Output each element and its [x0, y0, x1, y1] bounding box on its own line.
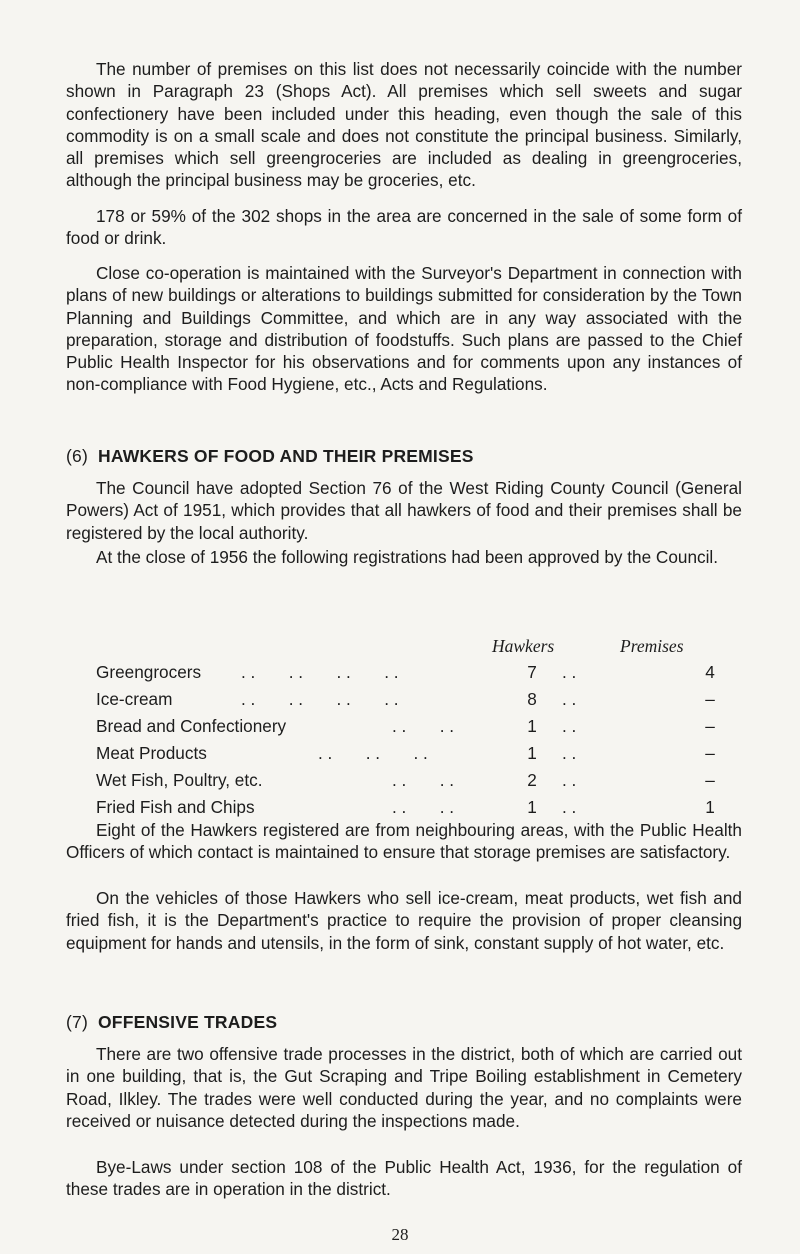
row-label: Wet Fish, Poultry, etc.: [96, 770, 263, 790]
premises-count: 1: [705, 797, 715, 817]
premises-count: –: [705, 770, 715, 790]
hawkers-count: 1: [527, 743, 537, 763]
leader-dots: . .: [562, 770, 577, 790]
table-row: [96, 797, 716, 821]
section-number: (7): [66, 1012, 88, 1032]
premises-count: –: [705, 689, 715, 709]
section-heading-offensive-trades: [66, 1012, 277, 1033]
column-header-premises: Premises: [620, 636, 684, 656]
leader-dots: . . . .: [392, 797, 455, 817]
table-row: [96, 689, 716, 713]
table-row: [96, 770, 716, 794]
hawkers-count: 7: [527, 662, 537, 682]
column-header-hawkers: Hawkers: [492, 636, 555, 656]
leader-dots: . .: [562, 662, 577, 682]
leader-dots: . . . . . .: [318, 743, 428, 763]
paragraph-premises-list: The number of premises on this list does not necessarily coincide with the number shown in Paragraph 23 (Shops Act). All premises which sell sweets and sugar confectionery have been included under this heading, even though the sale of this commodity is on a small scale and does not constitute the principal business. Similarly, all premises which sell greengroceries are included as dealing in greengroceries, although the principal business may be groceries, etc.: [66, 59, 742, 191]
paragraph-neighbouring-hawkers: Eight of the Hawkers registered are from neighbouring areas, with the Public Health Officers of which contact is maintained to ensure that storage premises are satisfactory.: [66, 820, 742, 863]
page-number: 28: [391, 1225, 409, 1244]
leader-dots: . . . .: [392, 770, 455, 790]
leader-dots: . . . . . . . .: [241, 689, 399, 709]
section-title: OFFENSIVE TRADES: [98, 1012, 278, 1032]
leader-dots: . .: [562, 743, 577, 763]
paragraph-surveyor-cooperation: Close co-operation is maintained with the Surveyor's Department in connection with plans of new buildings or alterations to buildings submitted for consideration by the Town Planning and Buildings Committee, and which are in any way associated with the preparation, storage and distribution of foodstuffs. Such plans are passed to the Chief Public Health Inspector for his observations and for comments upon any instances of non-compliance with Food Hygiene, etc., Acts and Regulations.: [66, 263, 742, 395]
leader-dots: . . . . . . . .: [241, 662, 399, 682]
leader-dots: . .: [562, 689, 577, 709]
premises-count: –: [705, 716, 715, 736]
leader-dots: . .: [562, 716, 577, 736]
table-row: [96, 662, 716, 686]
table-row: [96, 716, 716, 740]
hawkers-count: 1: [527, 716, 537, 736]
leader-dots: . .: [562, 797, 577, 817]
paragraph-registrations-intro: At the close of 1956 the following registrations had been approved by the Council.: [96, 547, 719, 567]
paragraph-offensive-trades: There are two offensive trade processes in the district, both of which are carried out in one building, that is, the Gut Scraping and Tripe Boiling establishment in Cemetery Road, Ilkley. The trades were well conducted during the year, and no complaints were received or nuisance detected during the inspections made.: [66, 1044, 742, 1131]
premises-count: 4: [705, 662, 715, 682]
paragraph-bye-laws: Bye-Laws under section 108 of the Public Health Act, 1936, for the regulation of these trades are in operation in the district.: [66, 1157, 742, 1200]
table-row: [96, 743, 716, 767]
premises-count: –: [705, 743, 715, 763]
row-label: Meat Products: [96, 743, 207, 763]
row-label: Bread and Confectionery: [96, 716, 287, 736]
section-title: HAWKERS OF FOOD AND THEIR PREMISES: [98, 446, 474, 466]
hawkers-count: 2: [527, 770, 537, 790]
section-heading-hawkers: [66, 446, 474, 467]
row-label: Fried Fish and Chips: [96, 797, 255, 817]
paragraph-section-76: The Council have adopted Section 76 of the West Riding County Council (General Powers) Act of 1951, which provides that all hawkers of food and their premises shall be registered by the local authority.: [66, 478, 742, 543]
hawkers-count: 8: [527, 689, 537, 709]
row-label: Ice-cream: [96, 689, 173, 709]
hawkers-count: 1: [527, 797, 537, 817]
row-label: Greengrocers: [96, 662, 202, 682]
paragraph-vehicle-equipment: On the vehicles of those Hawkers who sell ice-cream, meat products, wet fish and fried fish, it is the Department's practice to require the provision of proper cleansing equipment for hands and utensils, in the form of sink, constant supply of hot water, etc.: [66, 888, 742, 953]
section-number: (6): [66, 446, 88, 466]
paragraph-food-shops: 178 or 59% of the 302 shops in the area are concerned in the sale of some form of food or drink.: [66, 206, 742, 249]
leader-dots: . . . .: [392, 716, 455, 736]
